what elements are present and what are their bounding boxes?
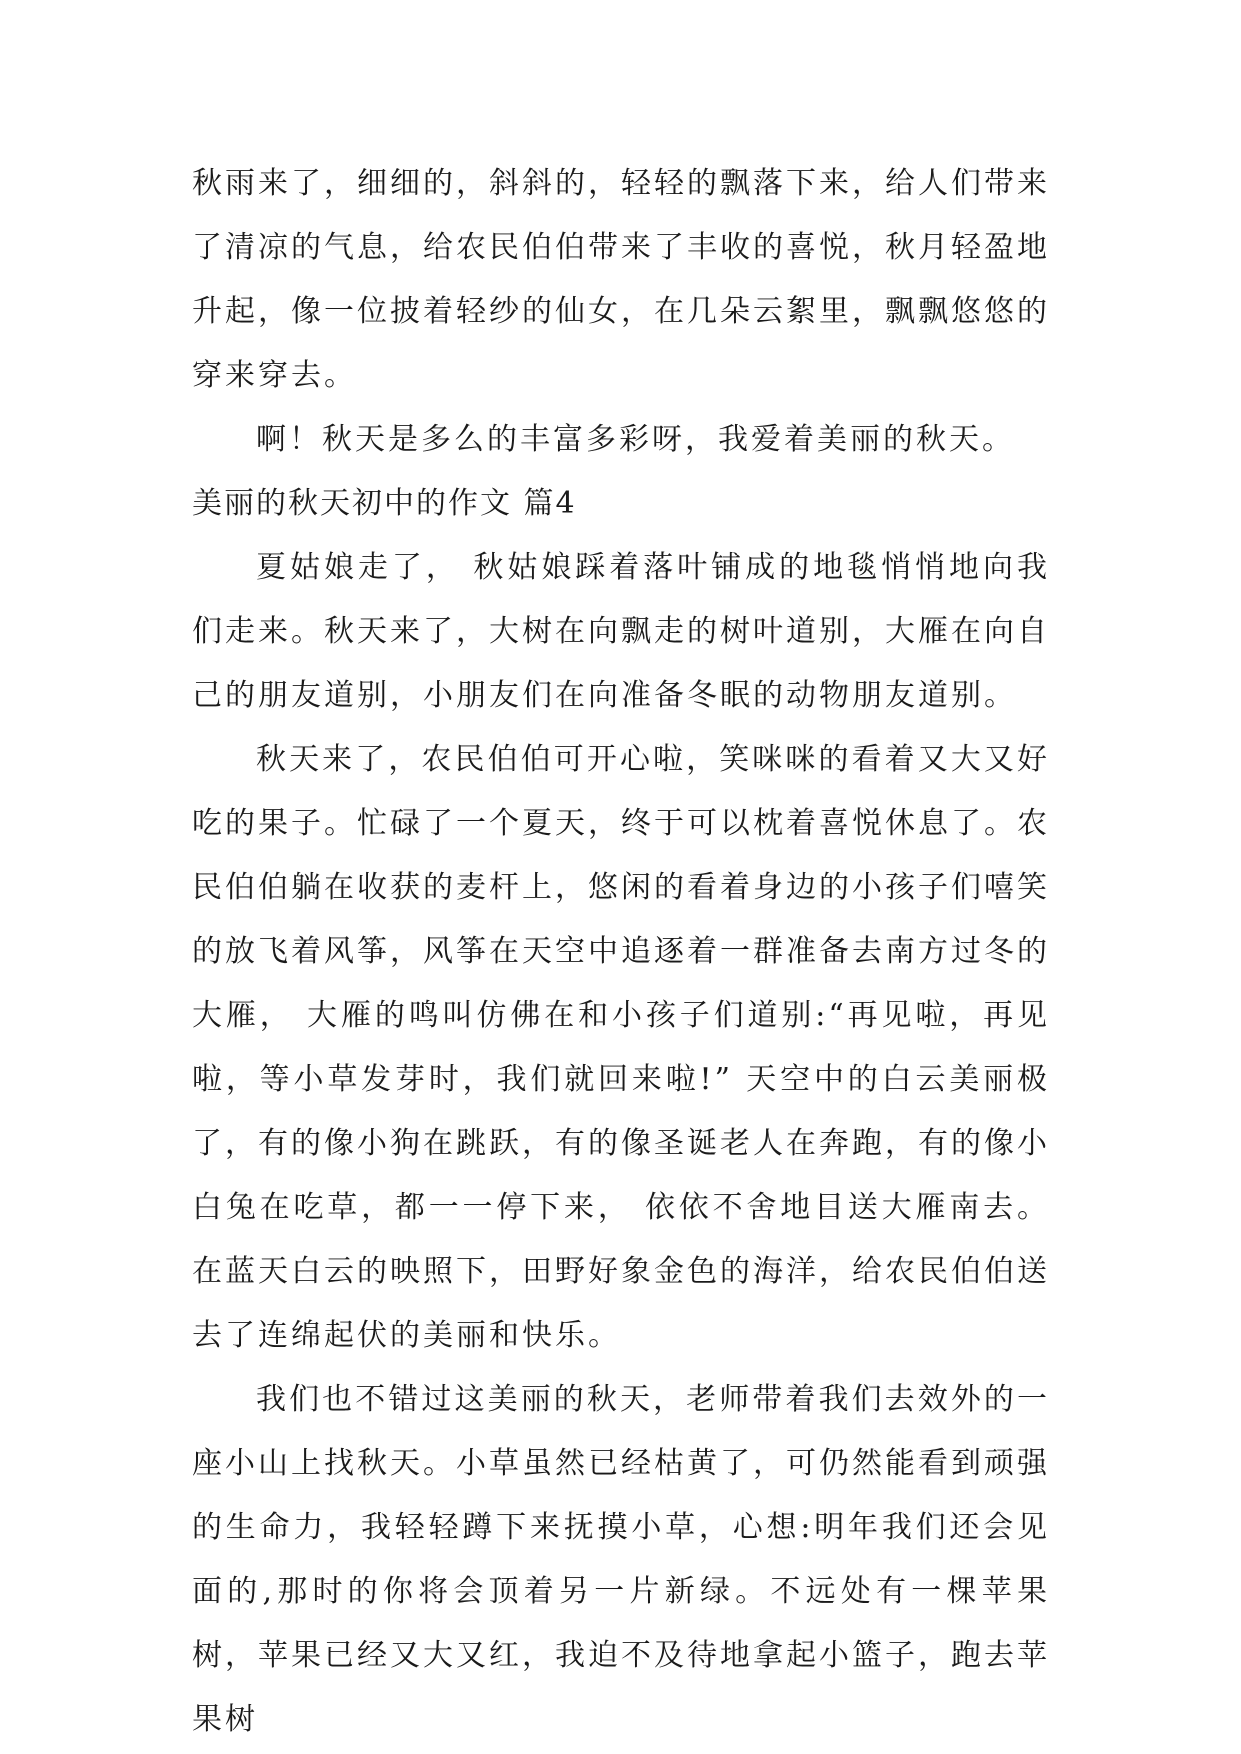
paragraph: 我们也不错过这美丽的秋天，老师带着我们去效外的一座小山上找秋天。小草虽然已经枯黄了，可仍然能看到顽强的生命力，我轻轻蹲下来抚摸小草，心想:明年我们还会见面的,那时的你将会顶着另一片新绿。不远处有一棵苹果树，苹果已经又大又红，我迫不及待地拿起小篮子，跑去苹果树	[192, 1382, 1050, 1737]
paragraph: 秋天来了，农民伯伯可开心啦，笑咪咪的看着又大又好吃的果子。忙碌了一个夏天，终于可以枕着喜悦休息了。农民伯伯躺在收获的麦杆上，悠闲的看着身边的小孩子们嘻笑的放飞着风筝，风筝在天空中追逐着一群准备去南方过冬的大雁， 大雁的鸣叫仿佛在和小孩子们道别:“再见啦，再见啦，等小草发芽时，我们就回来啦!” 天空中的白云美丽极了，有的像小狗在跳跃，有的像圣诞老人在奔跑，有的像小白兔在吃草，都一一停下来， 依依不舍地目送大雁南去。在蓝天白云的映照下，田野好象金色的海洋，给农民伯伯送去了连绵起伏的美丽和快乐。	[192, 742, 1050, 1353]
essay-heading: 美丽的秋天初中的作文 篇4	[192, 486, 577, 521]
paragraph: 夏姑娘走了， 秋姑娘踩着落叶铺成的地毯悄悄地向我们走来。秋天来了，大树在向飘走的树叶道别，大雁在向自己的朋友道别，小朋友们在向准备冬眠的动物朋友道别。	[192, 550, 1050, 713]
document-body	[192, 152, 1050, 1752]
paragraph: 秋雨来了，细细的，斜斜的，轻轻的飘落下来，给人们带来了清凉的气息，给农民伯伯带来了丰收的喜悦，秋月轻盈地升起，像一位披着轻纱的仙女，在几朵云絮里，飘飘悠悠的穿来穿去。	[192, 166, 1050, 393]
paragraph: 啊！秋天是多么的丰富多彩呀，我爱着美丽的秋天。	[256, 422, 1015, 457]
